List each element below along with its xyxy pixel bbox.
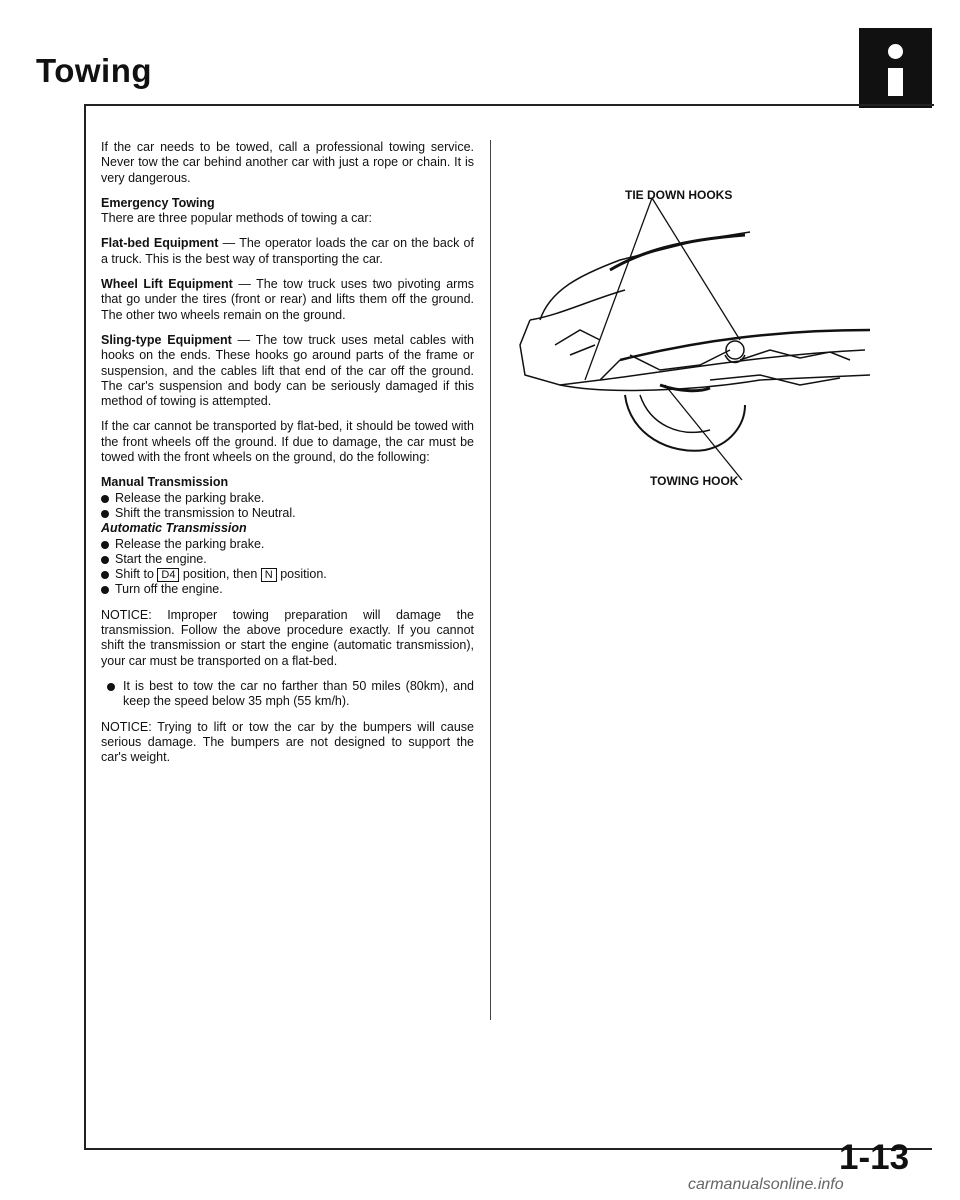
emergency-heading: Emergency Towing	[101, 195, 215, 210]
method-name: Flat-bed Equipment	[101, 236, 219, 251]
shift-text-post: position.	[276, 567, 327, 582]
list-item	[101, 567, 474, 582]
list-item: Shift the transmission to Neutral.	[101, 506, 474, 521]
distance-note: It is best to tow the car no farther than 50 miles (80km), and keep the speed below 35 mph (55 km/h).	[101, 679, 474, 710]
car-underside-illustration	[500, 180, 880, 500]
method-text: — The operator loads the car on the back of a truck. This is the best way of transporting the car.	[101, 236, 474, 266]
method-text: — The tow truck uses two pivoting arms that go under the tires (front or rear) and lifts them off the ground. The other two wheels remain on the ground.	[101, 277, 474, 322]
method-wheel-lift	[101, 277, 474, 323]
towing-hook-diagram	[500, 180, 880, 500]
shift-text-mid: position, then	[179, 567, 261, 582]
shift-text-pre: Shift to	[115, 567, 158, 582]
manual-list	[101, 491, 474, 522]
list-item: Start the engine.	[101, 552, 474, 567]
emergency-text: There are three popular methods of towing a car:	[101, 211, 372, 226]
tie-down-hooks-label: TIE DOWN HOOKS	[625, 188, 733, 202]
flatbed-note: If the car cannot be transported by flat-bed, it should be towed with the front wheels off the ground. If due to damage, the car must be towed with the front wheels on the ground, do the following:	[101, 419, 474, 465]
intro-paragraph: If the car needs to be towed, call a professional towing service. Never tow the car behind another car with just a rope or chain. It is very dangerous.	[101, 140, 474, 185]
watermark: carmanualsonline.info	[688, 1176, 844, 1193]
column-divider	[490, 140, 491, 1020]
page-number: 1-13	[839, 1138, 910, 1177]
towing-hook-label: TOWING HOOK	[650, 474, 739, 488]
manual-heading: Manual Transmission	[101, 475, 229, 490]
method-flatbed	[101, 236, 474, 267]
notice-transmission: NOTICE: Improper towing preparation will damage the transmission. Follow the above procedure exactly. If you cannot shift the transmission or start the engine (automatic transmission), your car must be transported on a flat-bed.	[101, 607, 474, 668]
automatic-list	[101, 537, 474, 598]
info-icon	[859, 28, 932, 108]
page-title: Towing	[36, 52, 153, 89]
text-column	[101, 140, 474, 775]
method-sling	[101, 333, 474, 409]
notice-bumpers: NOTICE: Trying to lift or tow the car by the bumpers will cause serious damage. The bumpers are not designed to support the car's weight.	[101, 719, 474, 765]
method-name: Sling-type Equipment	[101, 332, 232, 347]
automatic-heading: Automatic Transmission	[101, 521, 247, 536]
method-name: Wheel Lift Equipment	[101, 277, 233, 292]
gear-n-symbol: N	[261, 568, 277, 582]
list-item: Release the parking brake.	[101, 537, 474, 552]
list-item: Release the parking brake.	[101, 491, 474, 506]
gear-d4-symbol: D4	[157, 568, 179, 582]
method-text: — The tow truck uses metal cables with hooks on the ends. These hooks go around parts of the frame or suspension, and the cables lift that end of the car off the ground. The car's suspension and body can be seriously damaged if this method of towing is attempted.	[101, 332, 474, 409]
transmission-instructions	[101, 475, 474, 597]
emergency-section	[101, 196, 474, 227]
list-item: Turn off the engine.	[101, 582, 474, 597]
